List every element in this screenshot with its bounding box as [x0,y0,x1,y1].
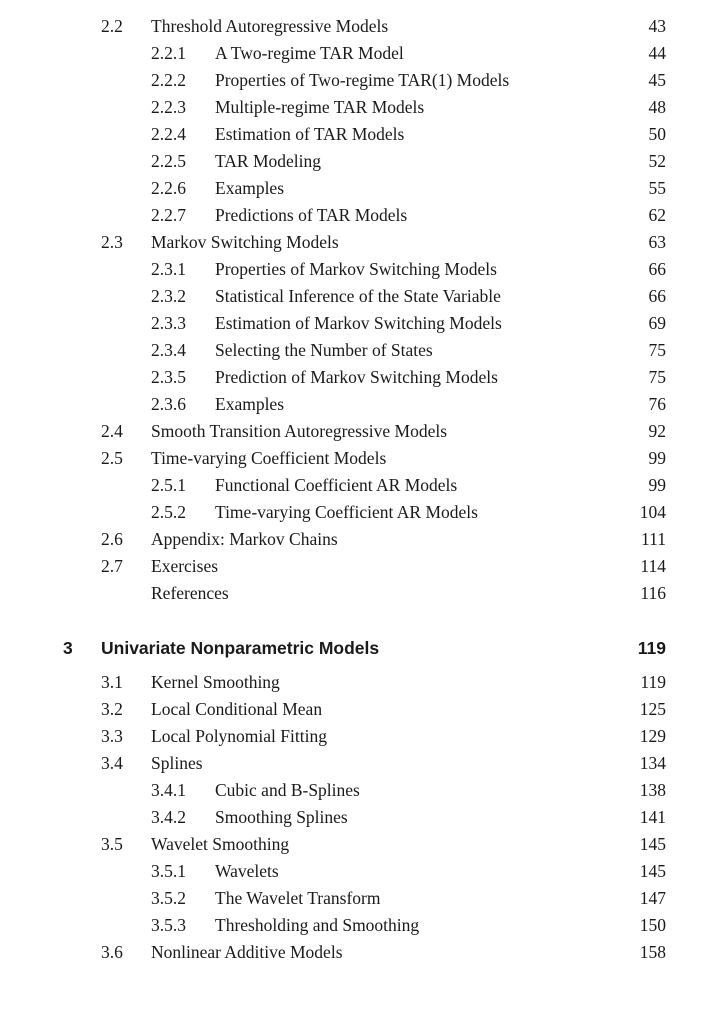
entry-number: 2.5 [101,448,123,468]
toc-entry [0,696,725,723]
entry-number: 2.2.5 [151,151,186,171]
entry-title: Markov Switching Models [151,232,339,252]
entry-number: 2.3.5 [151,367,186,387]
entry-page-number: 48 [648,97,666,117]
toc-entry [0,13,725,40]
entry-number: 3.5.3 [151,915,186,935]
entry-number: 3 [63,638,73,658]
entry-number: 3.4.1 [151,780,186,800]
entry-title: Examples [215,178,285,198]
entry-title: Local Conditional Mean [151,699,323,719]
entry-title: Local Polynomial Fitting [151,726,327,746]
entry-page-number: 69 [648,313,666,333]
entry-number: 2.3.3 [151,313,186,333]
entry-page-number: 75 [648,340,666,360]
entry-page-number: 66 [648,259,666,279]
toc-entry [0,526,725,553]
entry-page-number: 45 [648,70,666,90]
entry-page-number: 125 [639,699,666,719]
entry-number: 2.3.4 [151,340,186,360]
entry-title: Multiple-regime TAR Models [215,97,425,117]
entry-number: 3.5 [101,834,123,854]
entry-number: 2.2.4 [151,124,186,144]
entry-page-number: 43 [648,16,666,36]
entry-page-number: 62 [648,205,666,225]
entry-number: 2.2.6 [151,178,186,198]
entry-title: Examples [215,394,285,414]
entry-title: Univariate Nonparametric Models [101,638,380,658]
entry-title: Kernel Smoothing [151,672,280,692]
toc-entry [0,472,725,499]
entry-page-number: 63 [648,232,666,252]
entry-title: Wavelet Smoothing [151,834,290,854]
entry-page-number: 99 [648,475,666,495]
entry-number: 3.4 [101,753,123,773]
entry-title: Estimation of Markov Switching Models [215,313,502,333]
entry-title: Nonlinear Additive Models [151,942,343,962]
entry-page-number: 116 [640,583,666,603]
entry-title: A Two-regime TAR Model [215,43,404,63]
entry-title: Thresholding and Smoothing [215,915,420,935]
toc-entry [0,283,725,310]
entry-number: 2.5.1 [151,475,186,495]
entry-title: Splines [151,753,203,773]
entry-title: References [151,583,229,603]
toc-entry [0,750,725,777]
entry-number: 2.2 [101,16,123,36]
entry-number: 3.5.1 [151,861,186,881]
entry-number: 3.5.2 [151,888,186,908]
entry-page-number: 104 [639,502,666,522]
entry-number: 3.6 [101,942,123,962]
entry-page-number: 55 [648,178,666,198]
entry-page-number: 145 [639,861,666,881]
toc-entry [0,669,725,696]
entry-number: 3.3 [101,726,123,746]
entry-title: Properties of Two-regime TAR(1) Models [215,70,510,90]
entry-page-number: 76 [648,394,666,414]
entry-number: 2.2.3 [151,97,186,117]
entry-page-number: 99 [648,448,666,468]
entry-number: 2.3.1 [151,259,186,279]
entry-page-number: 138 [639,780,666,800]
toc-entry [0,256,725,283]
toc-entry [0,804,725,831]
entry-page-number: 134 [639,753,666,773]
toc-entry [0,175,725,202]
toc-entry [0,445,725,472]
entry-number: 2.3.6 [151,394,186,414]
toc-entry [0,229,725,256]
toc-entry [0,912,725,939]
entry-page-number: 145 [639,834,666,854]
entry-title: Time-varying Coefficient AR Models [215,502,478,522]
entry-number: 2.3 [101,232,123,252]
entry-title: Exercises [151,556,219,576]
entry-title: Estimation of TAR Models [215,124,405,144]
entry-number: 3.4.2 [151,807,186,827]
entry-title: Predictions of TAR Models [215,205,408,225]
entry-title: Smoothing Splines [215,807,348,827]
entry-page-number: 141 [639,807,666,827]
entry-title: Functional Coefficient AR Models [215,475,458,495]
entry-title: Cubic and B-Splines [215,780,360,800]
entry-number: 2.6 [101,529,123,549]
toc-entry [0,418,725,445]
entry-title: Smooth Transition Autoregressive Models [151,421,448,441]
entry-page-number: 52 [648,151,666,171]
entry-title: Wavelets [215,861,279,881]
toc-entry [0,310,725,337]
entry-title: Properties of Markov Switching Models [215,259,497,279]
entry-page-number: 111 [641,529,666,549]
toc-entry [0,723,725,750]
entry-page-number: 75 [648,367,666,387]
toc-entry [0,831,725,858]
entry-page-number: 150 [639,915,666,935]
entry-number: 2.5.2 [151,502,186,522]
entry-number: 3.2 [101,699,123,719]
toc-entry [0,202,725,229]
toc-entry [0,40,725,67]
entry-number: 3.1 [101,672,123,692]
entry-number: 2.2.7 [151,205,186,225]
toc-entry [0,148,725,175]
toc-entry [0,553,725,580]
toc-entry [0,121,725,148]
entry-number: 2.2.2 [151,70,186,90]
toc-entry [0,94,725,121]
toc-entry [0,391,725,418]
entry-title: Selecting the Number of States [215,340,433,360]
entry-title: Appendix: Markov Chains [151,529,338,549]
entry-page-number: 119 [637,638,666,658]
entry-number: 2.4 [101,421,123,441]
toc-entry [0,499,725,526]
entry-page-number: 92 [648,421,666,441]
entry-page-number: 50 [648,124,666,144]
toc-entry [0,939,725,966]
entry-number: 2.7 [101,556,123,576]
toc-entry [0,885,725,912]
entry-page-number: 66 [648,286,666,306]
toc-entry [0,337,725,364]
toc-entry [0,364,725,391]
entry-page-number: 119 [640,672,666,692]
entry-title: Time-varying Coefficient Models [151,448,387,468]
toc-entry [0,67,725,94]
toc-entry [0,777,725,804]
entry-title: TAR Modeling [215,151,322,171]
chapter-entry [0,635,725,662]
entry-title: The Wavelet Transform [215,888,381,908]
entry-page-number: 147 [639,888,666,908]
entry-page-number: 158 [639,942,666,962]
entry-number: 2.2.1 [151,43,186,63]
entry-title: Statistical Inference of the State Variable [215,286,501,306]
toc-entry [0,858,725,885]
entry-page-number: 44 [648,43,666,63]
entry-page-number: 129 [639,726,666,746]
toc-entry [0,580,725,607]
entry-title: Prediction of Markov Switching Models [215,367,498,387]
entry-page-number: 114 [640,556,666,576]
entry-number: 2.3.2 [151,286,186,306]
entry-title: Threshold Autoregressive Models [151,16,389,36]
